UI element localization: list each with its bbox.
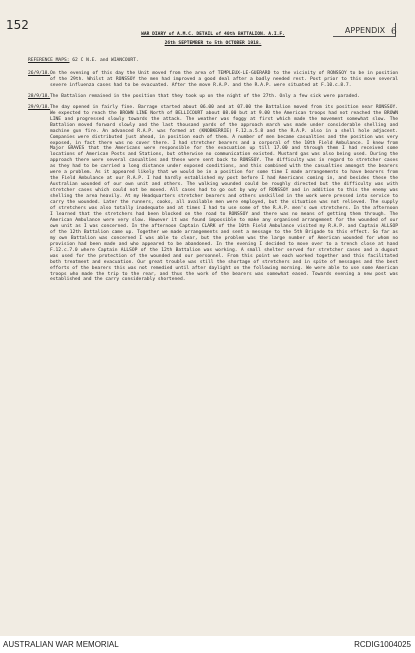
folio-number: 6 xyxy=(391,27,397,37)
diary-period: 26th SEPTEMBER to 5th OCTOBER 1918. xyxy=(164,41,262,46)
footer-record-id: RCDIG1004025 xyxy=(354,640,411,649)
entry-date: 26/9/18. xyxy=(28,71,51,76)
diary-title: WAR DIARY of A.M.C. DETAIL of 40th BATTALION. A.I.F. xyxy=(141,32,285,37)
archive-footer xyxy=(0,636,415,653)
entry-date: 28/9/18. xyxy=(28,93,51,99)
reference-maps-value: 62 C N.E. and WIANCOURT. xyxy=(72,58,139,63)
footer-institution: AUSTRALIAN WAR MEMORIAL xyxy=(3,640,119,649)
entry-text: On the evening of this day the Unit moved from the area of TEMPLEUX-LE-GUERARD to the vicinity of RONSSOY to be in position of the 29th. Whilst at RONSSOY the men had improved a good deal after a badly needed rest. Post prior to this move several severe influenza cases had to be evacuated. After the move R.A.P. and the R.A.P. were situated at F.10.c.8.7. xyxy=(50,71,398,88)
reference-maps-label: REFERENCE MAPS: xyxy=(28,58,70,63)
entry-date: 29/9/18. xyxy=(28,104,51,110)
diary-entry xyxy=(28,71,398,89)
diary-text xyxy=(28,30,398,288)
entry-text: The day opened in fairly fine. Barrage started about 06.00 and at 07.00 the Battalion moved from its position near RONSSOY. We expected to reach the BROWN LINE North of BELLICOURT about 08.00 but at 9.00 the American troops had not reached the BROWN LINE and progressed slowly towards the attack. The weather was foggy at first which made the movement somewhat slow. The Battalion moved forward slowly and the last thousand yards of the approach march was made under considerable shelling and machine gun fire. An advanced R.A.P. was formed at (KNOBKERRIE) F.12.a.5.8 and the R.A.P. also in a shell hole adjacent. Companies were distributed just ahead, in position each of them. A number of men became casualties and the position was very exposed, in fact there was no cover there. I had stretcher bearers and a corporal of the 10th Field Ambulance. I knew from Major GRAVES that the Americans were responsible for the evacuation up till 17.00 and through them I had received some locations of American Posts and Stations, but otherwise no communication existed. Mustard gas was also being used. During the approach there were several casualties and these were sent back to RONSSOY. The difficulty was in regard to stretcher cases as they had to be carried a long distance under exposed conditions, and this combined with the casualties amongst the bearers were a problem. As it appeared likely that we would be in a position for some time I made arrangements to have bearers from the Field Ambulance at our R.A.P. I had hardly established my post before I had Americans coming in, and besides these the Australian wounded of our own unit and others. The walking wounded could be roughly directed but the difficulty was with stretcher cases which could not be moved. All cases had to go out by way of RONSSOY and in addition to this the enemy was shelling the area heavily. At my Headquarters stretcher bearers and others unskilled in the work were pressed into service to carry the wounded. Later the runners, cooks, all available men were employed, but the situation was not relieved. The supply of stretchers was also totally inadequate and at times I had to use some of the R.A.P. men's own stretchers. In the afternoon I learned that the stretchers had been blocked on the road to RONSSOY and there was no means of getting them through. The American Ambulance were very slow. However it was found impossible to make any organised arrangement for the wounded of our own unit as I was concerned. In the afternoon Captain CLARK of the 10th Field Ambulance visited my R.A.P. and Captain ALLSOP of the 12th Battalion came up. Together we made arrangements and sent a message to the 5th Brigade to this effect. So far as my own Battalion was concerned I was able to clear, but the problem was the large number of American wounded for whom no provision had been made and who appeared to be abandoned. In the evening I decided to move over to a trench close at hand F.12.c.7.0 where Captain ALLSOP of the 12th Battalion was working. A small shelter served for stretcher cases and a dugout was used for the protection of the wounded and our personnel. From this point we each worked together and this facilitated both treatment and evacuation. Our great trouble was still the shortage of stretchers and in spite of messages and the best efforts of the bearers this was not remedied until after daylight on the following morning. We were able to use some American troops who made the trip to the rear, and thus the work of the bearers was somewhat eased. Towards evening a new post was established and the carry considerably shortened. xyxy=(50,104,398,283)
reference-maps xyxy=(28,57,398,65)
diary-entry xyxy=(28,105,398,284)
appendix-label: APPENDIX xyxy=(344,26,386,35)
entry-text: The Battalion remained in the position that they took up on the night of the 27th. Only a few sick were paraded. xyxy=(50,93,360,99)
diary-entry xyxy=(28,94,398,100)
page-number: 152 xyxy=(6,18,29,32)
